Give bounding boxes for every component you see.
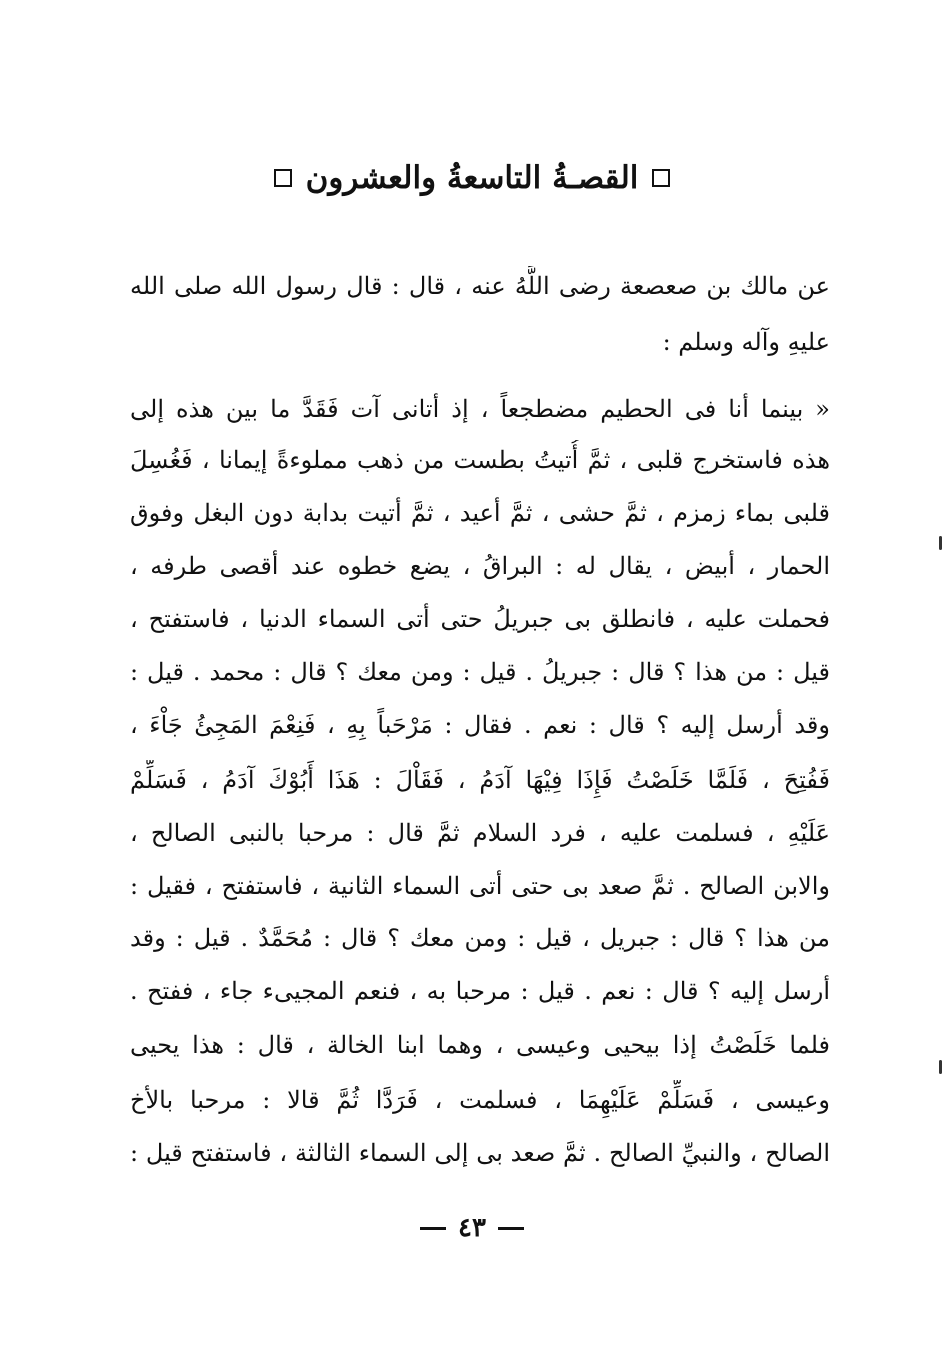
text-line: الحمار ، أبيض ، يقال له : البراقُ ، يضع خطوه عند أقصى طرفه ، xyxy=(130,552,830,580)
page-number: ٤٣ xyxy=(458,1213,486,1243)
text-line: من هذا ؟ قال : جبريل ، قيل : ومن معك ؟ قال : مُحَمَّدٌ . قيل : وقد xyxy=(130,924,830,952)
scan-edge-mark xyxy=(939,536,942,550)
text-line: فلما خَلَصْتُ إذا بيحيى وعيسى ، وهما ابنا الخالة ، قال : هذا يحيى xyxy=(130,1031,830,1059)
text-line: وقد أرسل إليه ؟ قال : نعم . فقال : مَرْحَباً بِهِ ، فَنِعْمَ المَجِئُ جَاْءَ ، xyxy=(130,711,830,739)
text-line: وعيسى ، فَسَلِّمْ عَلَيْهِمَا ، فسلمت ، فَرَدَّا ثُمَّ قالا : مرحبا بالأخ xyxy=(130,1086,830,1114)
text-line: عن مالك بن صعصعة رضى اللَّهُ عنه ، قال : قال رسول الله صلى الله xyxy=(130,272,830,300)
text-line: فحملت عليه ، فانطلق بى جبريلُ حتى أتى السماء الدنيا ، فاستفتح ، xyxy=(130,605,830,633)
scan-edge-mark xyxy=(939,1060,942,1074)
footer-dash-right xyxy=(498,1227,524,1230)
text-line: عليهِ وآله وسلم : xyxy=(662,328,830,356)
text-line: أرسل إليه ؟ قال : نعم . قيل : مرحبا به ، فنعم المجيىء جاء ، ففتح . xyxy=(130,977,830,1005)
text-line: والابن الصالح . ثمَّ صعد بى حتى أتى السماء الثانية ، فاستفتح ، فقيل : xyxy=(130,872,830,900)
body-text xyxy=(130,0,830,1360)
page-footer xyxy=(0,1208,944,1248)
text-line: الصالح ، والنبيِّ الصالح . ثمَّ صعد بى إلى السماء الثالثة ، فاستفتح قيل : xyxy=(130,1139,830,1167)
text-line: فَفُتِحَ ، فَلَمَّا خَلَصْتُ فَإِذَا فِيْهَا آدَمُ ، فَقَاْلَ : هَذَا أَبُوْكَ آدَمُ ، فَسَلِّمْ xyxy=(130,766,830,794)
text-line: هذه فاستخرج قلبى ، ثمَّ أُتيتُ بطست من ذهب مملوءةً إيمانا ، فَغُسِلَ xyxy=(130,446,830,474)
chapter-title: القصـةُ التاسعةُ والعشرون xyxy=(305,160,639,196)
text-line: قلبى بماء زمزم ، ثمَّ حشى ، ثمَّ أعيد ، ثمَّ أتيت بدابة دون البغل وفوق xyxy=(130,499,830,527)
text-line: قيل : من هذا ؟ قال : جبريلُ . قيل : ومن معك ؟ قال : محمد . قيل : xyxy=(130,658,830,686)
text-line: « بينما أنا فى الحطيم مضطجعاً ، إذ أتانى آت فَقَدَّ ما بين هذه إلى xyxy=(130,395,830,423)
footer-dash-left xyxy=(420,1227,446,1230)
text-line: عَلَيْهِ ، فسلمت عليه ، فرد السلام ثمَّ قال : مرحبا بالنبى الصالح ، xyxy=(130,819,830,847)
